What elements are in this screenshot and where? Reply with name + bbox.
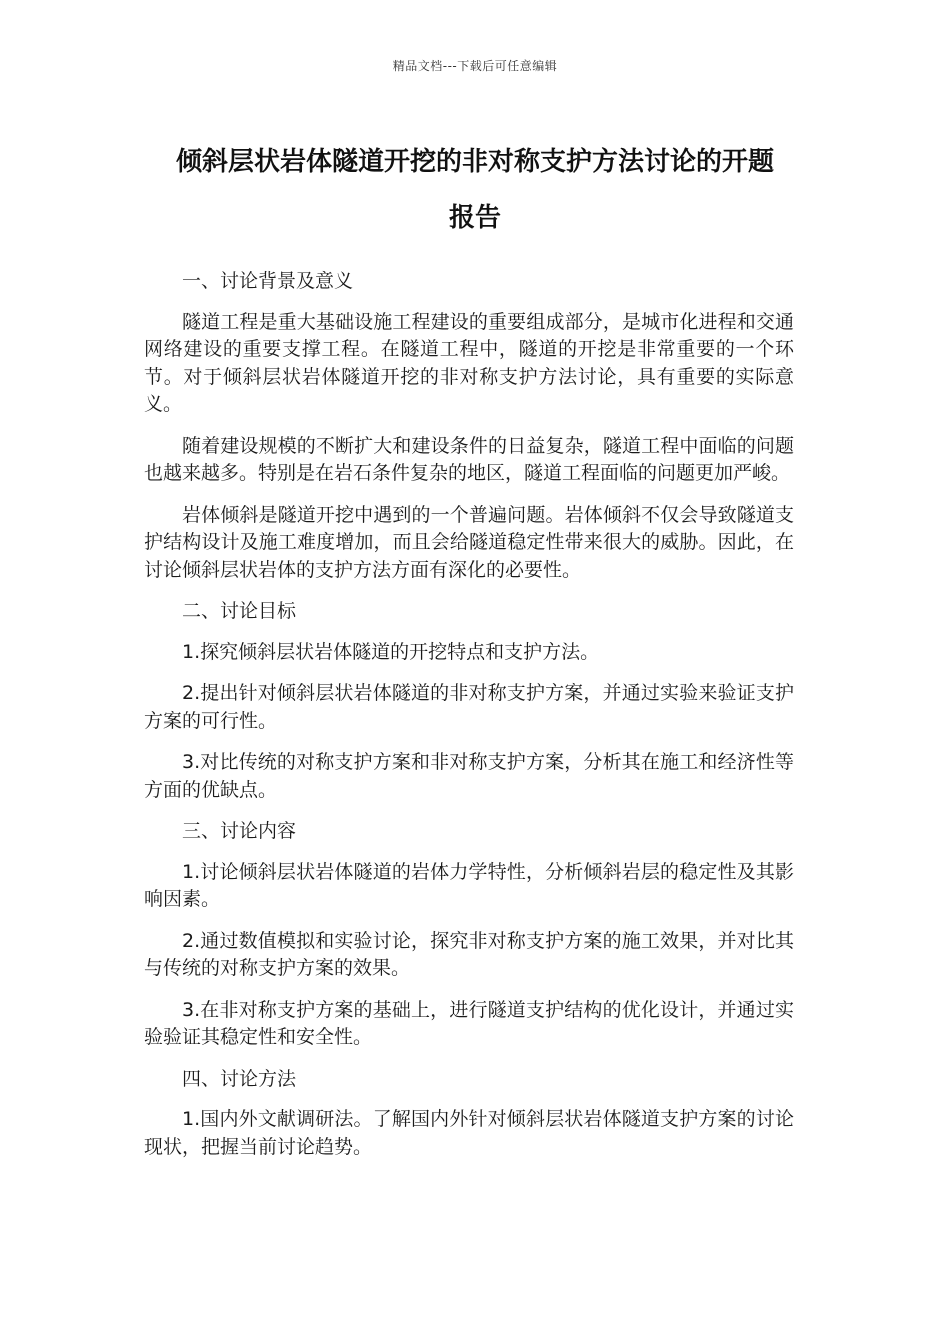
list-item: 1.国内外文献调研法。了解国内外针对倾斜层状岩体隧道支护方案的讨论现状，把握当前讨论趋势。 bbox=[144, 1108, 794, 1158]
title-line-2: 报告 bbox=[448, 203, 501, 233]
section-heading-content: 三、讨论内容 bbox=[182, 820, 297, 842]
list-item: 2.提出针对倾斜层状岩体隧道的非对称支护方案，并通过实验来验证支护方案的可行性。 bbox=[144, 682, 794, 732]
paragraph: 隧道工程是重大基础设施工程建设的重要组成部分，是城市化进程和交通网络建设的重要支撑工程。在隧道工程中，隧道的开挖是非常重要的一个环节。对于倾斜层状岩体隧道开挖的非对称支护方法讨论，具有重要的实际意义。 bbox=[144, 310, 794, 415]
list-item: 2.通过数值模拟和实验讨论，探究非对称支护方案的施工效果，并对比其与传统的对称支护方案的效果。 bbox=[144, 929, 794, 979]
header-note: 精品文档---下载后可任意编辑 bbox=[392, 59, 558, 73]
list-item: 3.在非对称支护方案的基础上，进行隧道支护结构的优化设计，并通过实验验证其稳定性和安全性。 bbox=[144, 998, 794, 1048]
document-body bbox=[144, 268, 794, 1175]
list-item: 3.对比传统的对称支护方案和非对称支护方案，分析其在施工和经济性等方面的优缺点。 bbox=[144, 751, 794, 801]
section-heading-methods: 四、讨论方法 bbox=[182, 1067, 297, 1090]
list-item: 1.探究倾斜层状岩体隧道的开挖特点和支护方法。 bbox=[182, 640, 600, 663]
paragraph: 随着建设规模的不断扩大和建设条件的日益复杂，隧道工程中面临的问题也越来越多。特别是在岩石条件复杂的地区，隧道工程面临的问题更加严峻。 bbox=[144, 434, 794, 484]
title-line-1: 倾斜层状岩体隧道开挖的非对称支护方法讨论的开题 bbox=[175, 147, 774, 177]
paragraph: 岩体倾斜是隧道开挖中遇到的一个普遍问题。岩体倾斜不仅会导致隧道支护结构设计及施工难度增加，而且会给隧道稳定性带来很大的威胁。因此，在讨论倾斜层状岩体的支护方法方面有深化的必要性。 bbox=[144, 503, 794, 581]
section-heading-goals: 二、讨论目标 bbox=[182, 600, 297, 622]
document-title bbox=[120, 134, 830, 246]
list-item: 1.讨论倾斜层状岩体隧道的岩体力学特性，分析倾斜岩层的稳定性及其影响因素。 bbox=[144, 860, 794, 910]
section-heading-background: 一、讨论背景及意义 bbox=[182, 270, 354, 292]
